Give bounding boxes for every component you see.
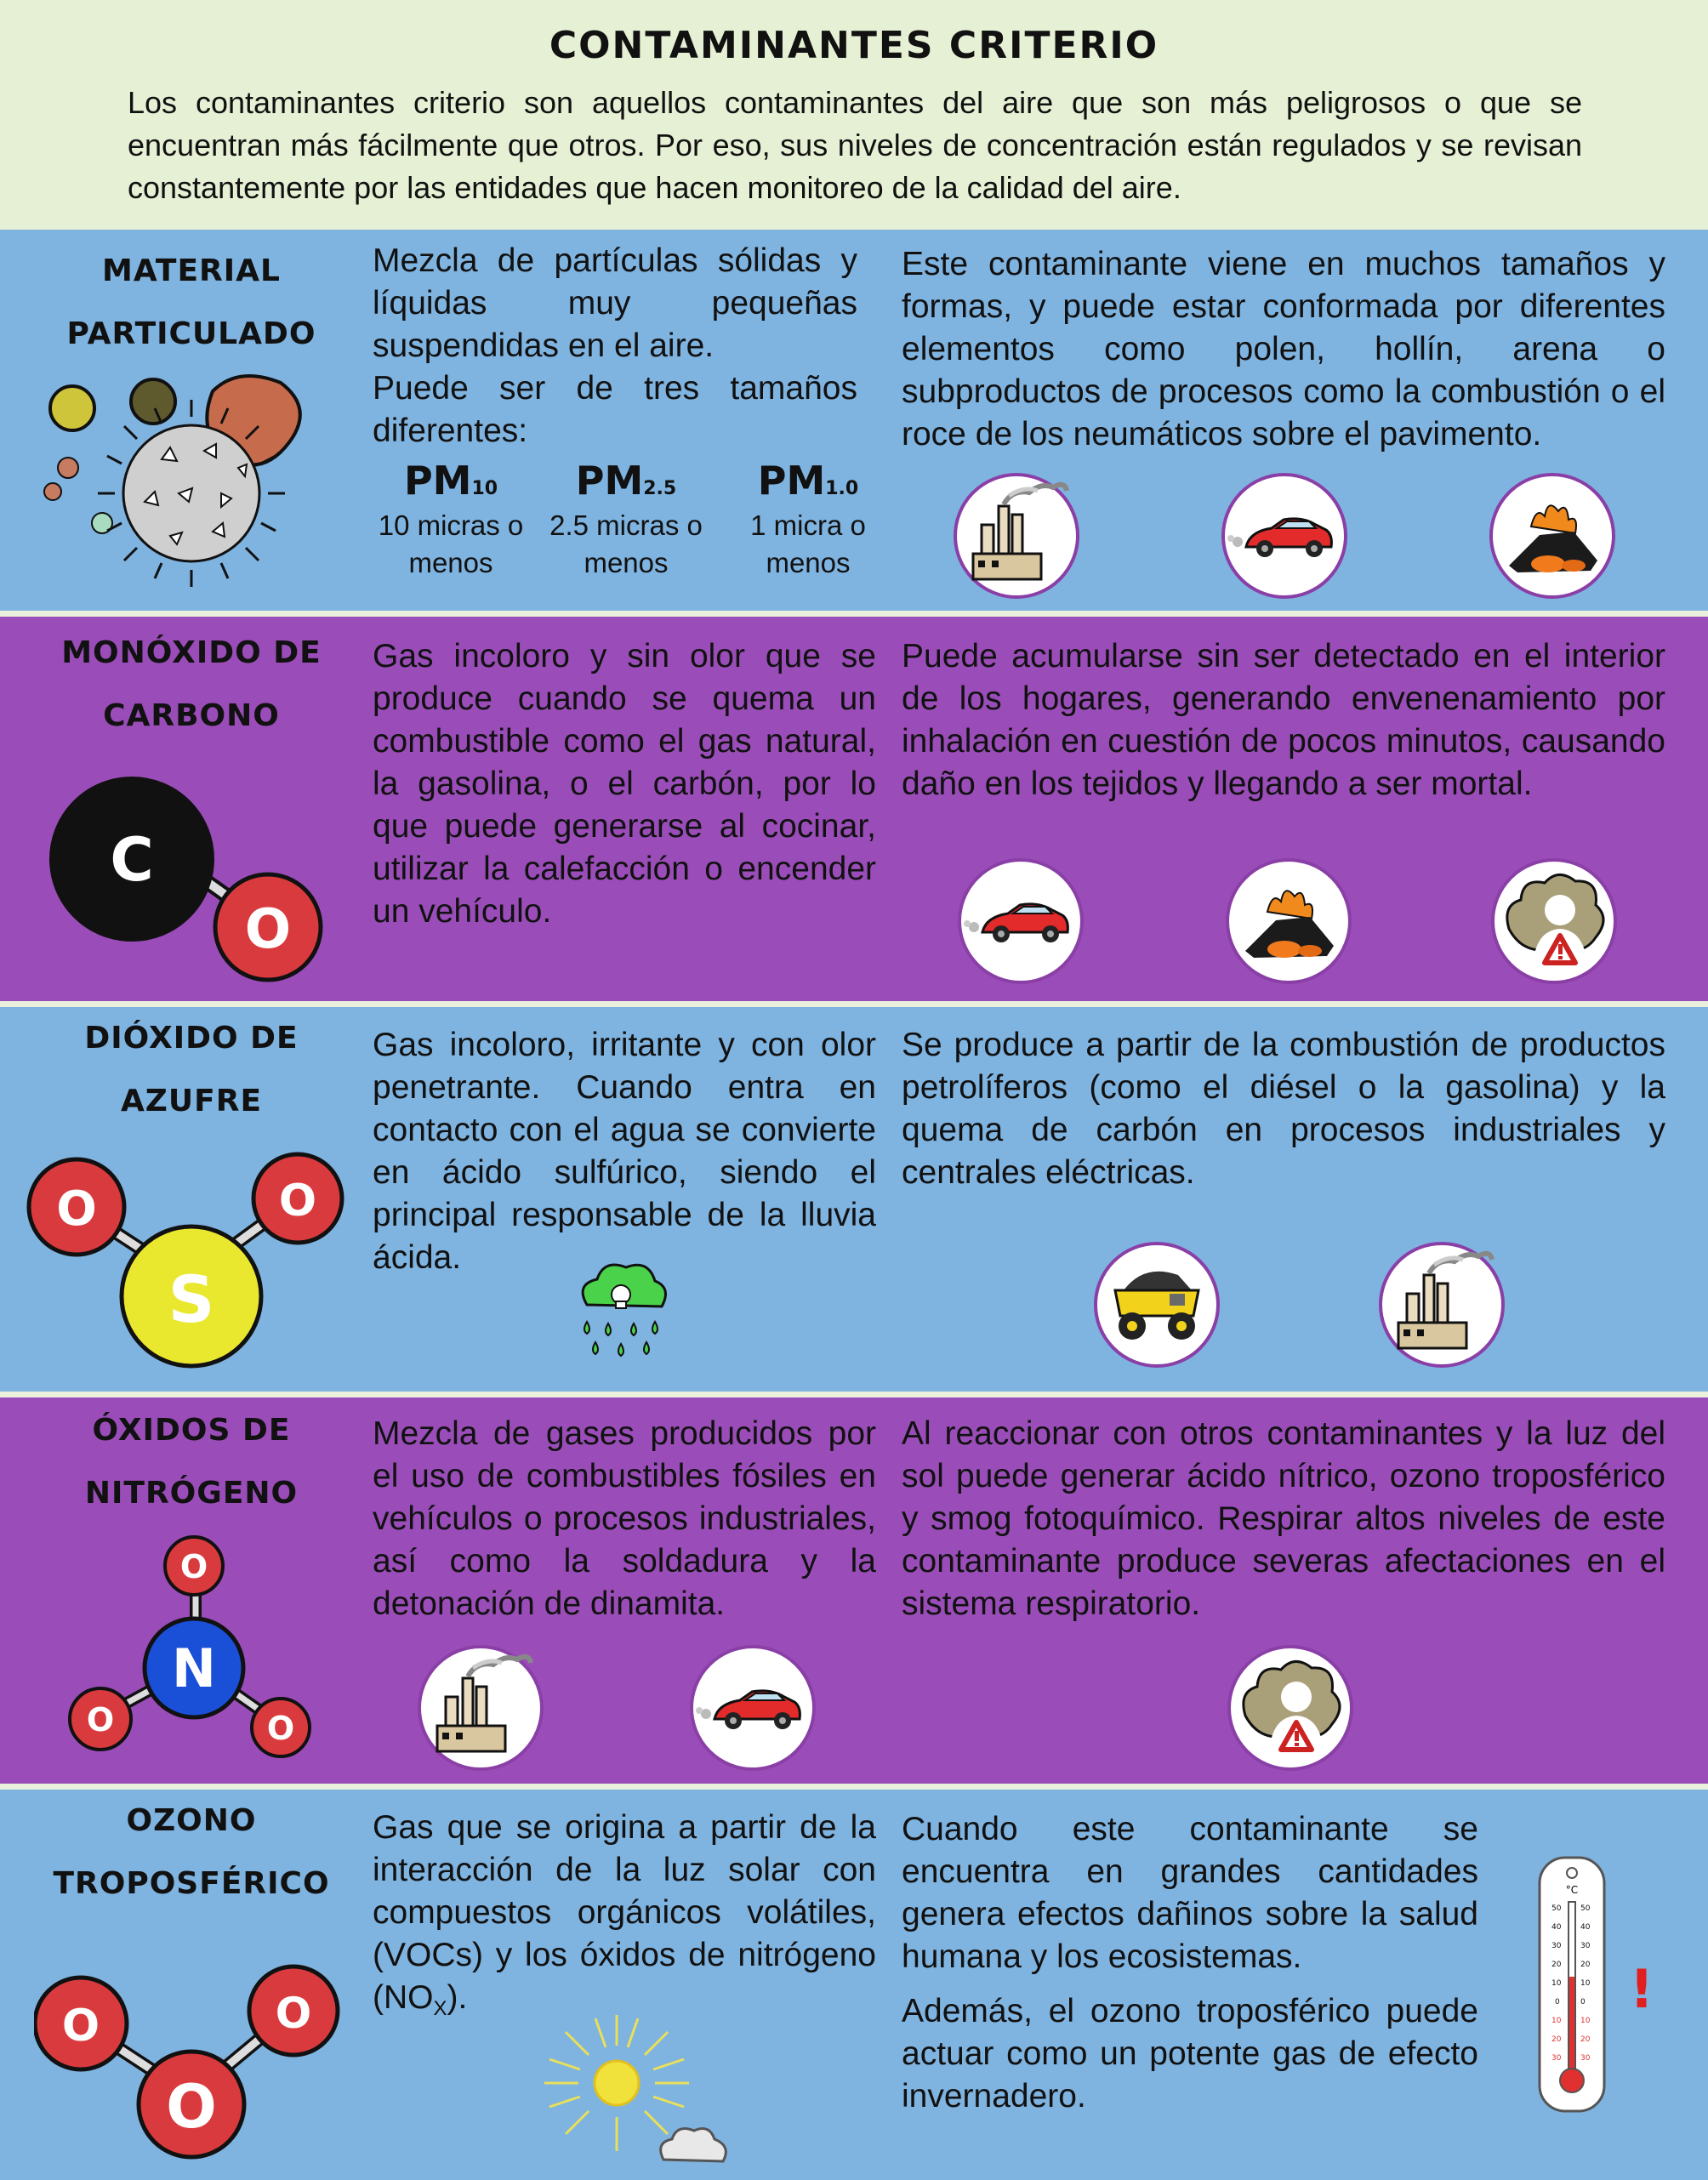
section-dioxido-de-azufre — [0, 1007, 1708, 1392]
atom-label: S — [168, 1261, 215, 1337]
detail-text: Se produce a partir de la combustión de productos petrolíferos (como el diésel o la gasolina) y la quema de carbón en procesos industriales y centrales eléctricas. — [902, 1027, 1665, 1191]
definition-text-end: ). — [447, 1979, 468, 2016]
pm-subscript: 10 — [471, 478, 498, 499]
o3-molecule-icon — [34, 1938, 340, 2160]
car-icon — [957, 857, 1085, 985]
definition-text: Mezcla de gases producidos por el uso de combustibles fósiles en vehículos o procesos industriales, así como la soldadura y la detonación de dinamita. — [373, 1415, 876, 1622]
section-oxidos-de-nitrogeno — [0, 1397, 1708, 1784]
scale-label: 40 — [1580, 1923, 1591, 1932]
section-monoxido-de-carbono — [0, 617, 1708, 1001]
burning-icon — [1489, 472, 1616, 600]
divider — [0, 1001, 1708, 1007]
section-title — [17, 622, 366, 748]
factory-icon — [1378, 1241, 1506, 1369]
section-title — [17, 1007, 366, 1133]
intro-paragraph: Los contaminantes criterio son aquellos contaminantes del aire que son más peligrosos o que se encuentran más fácilmente que otros. Por eso, sus niveles de concentración están regulados y se revisan constantemente por las entidades que hacen monitoreo de la calidad del aire. — [128, 85, 1582, 205]
section-ozono-troposferico — [0, 1790, 1708, 2180]
atom-label: O — [86, 1701, 115, 1739]
atom-label: O — [278, 1175, 317, 1227]
acid-rain-icon — [570, 1254, 672, 1364]
pm-label — [366, 458, 536, 504]
scale-label: 0 — [1555, 1998, 1560, 2006]
section-title-line: NITRÓGENO — [84, 1476, 299, 1511]
scale-label: 10 — [1580, 1979, 1591, 1988]
section-title-line: AZUFRE — [120, 1084, 263, 1118]
section-title — [17, 1399, 366, 1525]
so2-molecule-icon — [26, 1152, 349, 1373]
detail-text: Este contaminante viene en muchos tamaños y formas, y puede estar conformada por diferentes elementos como polen, hollín, arena o subproductos de procesos como la combustión o el roce de los neumáticos sobre el pavimento. — [902, 246, 1665, 453]
section-title-line: DIÓXIDO DE — [84, 1021, 299, 1056]
detail-text-2: Además, el ozono troposférico puede actuar como un potente gas de efecto invernadero. — [902, 1993, 1478, 2115]
scale-label: 30 — [1580, 2054, 1591, 2063]
section-title-line: OZONO — [126, 1803, 257, 1838]
definition-text: Gas incoloro, irritante y con olor penetrante. Cuando entra en contacto con el agua se convierte en ácido sulfúrico, siendo el principal responsable de la lluvia ácida. — [373, 1027, 876, 1276]
atom-label: O — [61, 2001, 100, 2052]
section-title-line: MONÓXIDO DE — [61, 635, 322, 670]
definition-text-main: Gas que se origina a partir de la interacción de la luz solar con compuestos orgánicos volátiles, (VOCs) y los óxidos de nitrógeno (NO — [373, 1809, 876, 2016]
scale-label: 20 — [1551, 2035, 1562, 2044]
scale-label: 0 — [1580, 1998, 1586, 2006]
mining-truck-icon — [1093, 1241, 1221, 1369]
sizes-intro-text: Puede ser de tres tamaños diferentes: — [373, 370, 857, 449]
thermometer-icon — [1523, 1849, 1659, 2121]
scale-label: 20 — [1551, 1961, 1562, 1969]
pm-description: 2.5 micras o menos — [549, 509, 703, 578]
section-title — [17, 1790, 366, 1915]
pm-text: PM — [575, 458, 644, 504]
scale-label: 20 — [1580, 1961, 1591, 1969]
atom-label: N — [172, 1637, 216, 1699]
alert-mark: ! — [1629, 1958, 1654, 2020]
scale-label: 20 — [1580, 2035, 1591, 2044]
no2-molecule-icon — [51, 1534, 332, 1763]
pm10-size — [366, 458, 536, 582]
detail-text: Cuando este contaminante se encuentra en grandes cantidades genera efectos dañinos sobre la salud humana y los ecosistemas. — [902, 1811, 1478, 1975]
section-title-line: CARBONO — [103, 698, 280, 733]
toxic-person-icon — [1490, 857, 1618, 985]
subscript: X — [433, 1997, 447, 2020]
burning-icon — [1225, 857, 1352, 985]
scale-label: 30 — [1551, 2054, 1562, 2063]
factory-icon — [417, 1644, 544, 1772]
thermometer-unit: °C — [1565, 1884, 1579, 1896]
toxic-person-icon — [1227, 1644, 1354, 1772]
pm25-size — [541, 458, 711, 582]
detail-text: Al reaccionar con otros contaminantes y la luz del sol puede generar ácido nítrico, ozono troposférico y smog fotoquímico. Respirar altos niveles de este contaminante produce severas afectaciones en el sistema respiratorio. — [902, 1415, 1665, 1622]
atom-label: O — [179, 1548, 208, 1585]
sun-icon — [527, 2006, 732, 2177]
page-title: CONTAMINANTES CRITERIO — [549, 24, 1159, 67]
section-title-line: PARTICULADO — [66, 316, 316, 351]
scale-label: 50 — [1551, 1904, 1562, 1913]
section-material-particulado — [0, 230, 1708, 611]
header — [0, 0, 1708, 230]
atom-label: O — [56, 1181, 97, 1237]
factory-icon — [953, 472, 1080, 600]
divider — [0, 611, 1708, 617]
atom-label: O — [244, 898, 292, 961]
definition-text: Mezcla de partículas sólidas y líquidas muy pequeñas suspendidas en el aire. — [373, 242, 857, 364]
definition-text — [373, 1807, 876, 2030]
divider — [0, 1392, 1708, 1397]
scale-label: 30 — [1580, 1942, 1591, 1950]
pm-text: PM — [403, 458, 472, 504]
particles-icon — [34, 366, 315, 587]
scale-label: 10 — [1551, 2017, 1562, 2025]
detail-text: Puede acumularse sin ser detectado en el interior de los hogares, generando envenenamiento por inhalación en cuestión de pocos minutos, causando daño en los tejidos y llegando a ser mortal. — [902, 638, 1665, 802]
pm-description: 10 micras o menos — [378, 509, 524, 578]
atom-label: O — [166, 2072, 217, 2142]
scale-label: 10 — [1580, 2017, 1591, 2025]
co-molecule-icon — [43, 774, 349, 987]
atom-label: O — [266, 1710, 295, 1747]
divider — [0, 1784, 1708, 1790]
section-title-line: MATERIAL — [102, 253, 281, 288]
car-icon — [689, 1644, 817, 1772]
pm-description: 1 micra o menos — [750, 509, 866, 578]
scale-label: 40 — [1551, 1923, 1562, 1932]
pm1-size — [723, 458, 893, 582]
section-title — [17, 240, 366, 366]
definition-text: Gas incoloro y sin olor que se produce cuando se quema un combustible como el gas natural, la gasolina, o el carbón, por lo que puede generarse al cocinar, utilizar la calefacción o encender un vehículo. — [373, 638, 876, 930]
scale-label: 10 — [1551, 1979, 1562, 1988]
section-title-line: ÓXIDOS DE — [92, 1413, 291, 1448]
car-icon — [1221, 472, 1348, 600]
scale-label: 50 — [1580, 1904, 1591, 1913]
scale-label: 30 — [1551, 1942, 1562, 1950]
pm-subscript: 2.5 — [643, 478, 677, 499]
pm-label — [541, 458, 711, 504]
pm-label — [723, 458, 893, 504]
pm-subscript: 1.0 — [825, 478, 859, 499]
section-title-line: TROPOSFÉRICO — [53, 1866, 330, 1901]
atom-label: C — [110, 825, 154, 895]
atom-label: O — [275, 1989, 312, 2038]
pm-text: PM — [757, 458, 826, 504]
